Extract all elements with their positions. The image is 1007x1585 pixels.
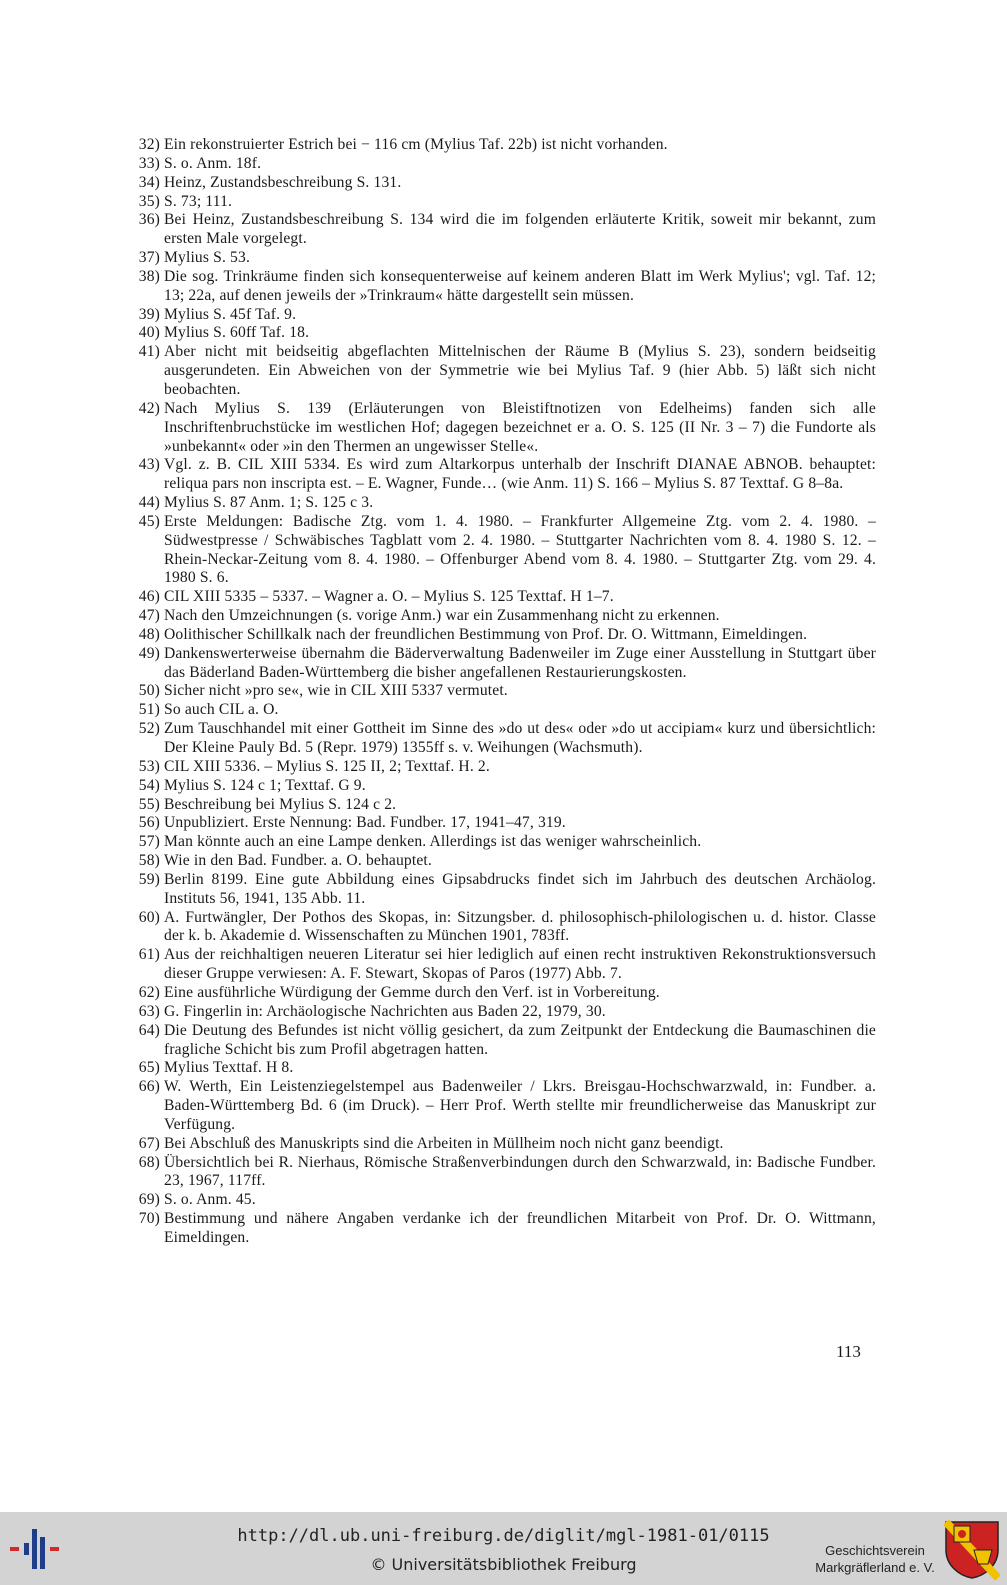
footnote-text: Nach den Umzeichnungen (s. vorige Anm.) war ein Zusammenhang nicht zu erkennen. bbox=[164, 607, 720, 625]
footnote-text: Zum Tauschhandel mit einer Gottheit im Sinne des »do ut des« oder »do ut accipiam« kurz und übersichtlich: Der Kleine Pauly Bd. 5 (Repr. 1979) 1355ff s. v. Weihungen (Wachsmuth). bbox=[164, 720, 876, 756]
footnote-text: Übersichtlich bei R. Nierhaus, Römische Straßenverbindungen durch den Schwarzwald, in: Badische Fundber. 23, 1967, 117ff. bbox=[164, 1153, 876, 1190]
footnote bbox=[124, 607, 876, 626]
footnote-text: A. Furtwängler, Der Pothos des Skopas, in: Sitzungsber. d. philosophisch-philologischen u. d. histor. Classe der k. b. Akademie d. Wissenschaften zu München 1901, 783ff. bbox=[164, 908, 876, 945]
footnote-text: Wie in den Bad. Fundber. a. O. behauptet. bbox=[164, 852, 432, 870]
footnote-text: Beschreibung bei Mylius S. 124 c 2. bbox=[164, 795, 397, 813]
footnotes-list bbox=[124, 136, 876, 1248]
footnote-number: 47) bbox=[138, 607, 160, 625]
footnote-number: 52) bbox=[138, 720, 160, 738]
footnote-text: Berlin 8199. Eine gute Abbildung eines Gipsabdrucks findet sich im Jahrbuch des deutschen Archäolog. Instituts 56, 1941, 135 Abb. 11. bbox=[164, 870, 876, 907]
footnote-text: Dankenswerterweise übernahm die Bäderverwaltung Badenweiler im Zuge einer Ausstellung in Stuttgart über das Bäderland Baden-Württemberg die bisher angefallenen Restaurierungskosten. bbox=[164, 644, 876, 681]
footnote-number: 48) bbox=[138, 625, 160, 643]
footnote bbox=[124, 1003, 876, 1022]
footnote-number: 50) bbox=[138, 682, 160, 700]
footnote-number: 44) bbox=[138, 494, 160, 512]
footnote bbox=[124, 852, 876, 871]
footnote-number: 34) bbox=[138, 173, 160, 191]
footnote bbox=[124, 833, 876, 852]
footnote bbox=[124, 306, 876, 325]
footnote-number: 56) bbox=[138, 814, 160, 832]
footnote-number: 49) bbox=[138, 644, 160, 662]
footnote bbox=[124, 155, 876, 174]
footnote-number: 64) bbox=[138, 1021, 160, 1039]
footnote-text: CIL XIII 5336. – Mylius S. 125 II, 2; Texttaf. H. 2. bbox=[164, 757, 490, 775]
footnote bbox=[124, 343, 876, 400]
footnote-text: Nach Mylius S. 139 (Erläuterungen von Bleistiftnotizen von Edelheims) fanden sich alle Inschriftenbruchstücke im westlichen Hof; dagegen bezeichnet er a. O. S. 125 (II Nr. 3 – 7) die Fundorte als »unbekannt« oder »in den Thermen an ungewisser Stelle«. bbox=[164, 399, 876, 455]
footnote-text: Mylius S. 53. bbox=[164, 249, 251, 267]
footnote bbox=[124, 909, 876, 947]
footnote-number: 35) bbox=[138, 192, 160, 210]
society-name bbox=[812, 1542, 938, 1576]
footnote-number: 61) bbox=[138, 946, 160, 964]
footnote-number: 53) bbox=[138, 757, 160, 775]
footnote-number: 43) bbox=[138, 456, 160, 474]
footnote-text: S. o. Anm. 45. bbox=[164, 1191, 256, 1209]
footnote-text: Mylius S. 60ff Taf. 18. bbox=[164, 324, 310, 342]
footnote-text: Heinz, Zustandsbeschreibung S. 131. bbox=[164, 173, 402, 191]
footnote-text: Oolithischer Schillkalk nach der freundlichen Bestimmung von Prof. Dr. O. Wittmann, Eimeldingen. bbox=[164, 625, 808, 643]
footnote-text: So auch CIL a. O. bbox=[164, 701, 279, 719]
footnote bbox=[124, 720, 876, 758]
footnote bbox=[124, 136, 876, 155]
footnote-text: CIL XIII 5335 – 5337. – Wagner a. O. – Mylius S. 125 Texttaf. H 1–7. bbox=[164, 588, 614, 606]
footnote bbox=[124, 814, 876, 833]
footnote bbox=[124, 1022, 876, 1060]
footnote bbox=[124, 588, 876, 607]
footnote-text: Die sog. Trinkräume finden sich konsequenterweise auf keinem anderen Blatt im Werk Mylius'; vgl. Taf. 12; 13; 22a, auf denen jeweils der »Trinkraum« hätte dargestellt sein müssen. bbox=[164, 267, 876, 304]
footnote bbox=[124, 249, 876, 268]
footnote-number: 54) bbox=[138, 776, 160, 794]
footnote bbox=[124, 645, 876, 683]
copyright-text: © Universitätsbibliothek Freiburg bbox=[370, 1555, 637, 1574]
footnote bbox=[124, 193, 876, 212]
coat-of-arms-icon[interactable] bbox=[944, 1520, 1000, 1580]
footnote-number: 33) bbox=[138, 154, 160, 172]
footnote-text: G. Fingerlin in: Archäologische Nachrichten aus Baden 22, 1979, 30. bbox=[164, 1002, 606, 1020]
footnote-text: Erste Meldungen: Badische Ztg. vom 1. 4. 1980. – Frankfurter Allgemeine Ztg. vom 2. 4. 1980. – Südwestpresse / Schwäbisches Tagblatt vom 2. 4. 1980. – Stuttgarter Nachrichten vom 8. 4. 1980 S. 12. – Rhein-Neckar-Zeitung vom 8. 4. 1980. – Offenburger Abend vom 8. 4. 1980. – Stuttgarter Ztg. vom 29. 4. 1980 S. 6. bbox=[164, 512, 876, 587]
footnote-text: Sicher nicht »pro se«, wie in CIL XIII 5337 vermutet. bbox=[164, 682, 508, 700]
footnote bbox=[124, 494, 876, 513]
footnote-number: 38) bbox=[138, 267, 160, 285]
footnote bbox=[124, 174, 876, 193]
footnote-number: 37) bbox=[138, 249, 160, 267]
document-url-link[interactable]: http://dl.ub.uni-freiburg.de/diglit/mgl-1981-01/0115 bbox=[237, 1526, 770, 1546]
footnote-text: W. Werth, Ein Leistenziegelstempel aus Badenweiler / Lkrs. Breisgau-Hochschwarzwald, in: Fundber. a. Baden-Württemberg Bd. 6 (im Druck). – Herr Prof. Werth stellte mir freundlicherweise das Manuskript zur Verfügung. bbox=[164, 1078, 876, 1133]
footnote-text: Aber nicht mit beidseitig abgeflachten Mittelnischen der Räume B (Mylius S. 23), sondern beidseitig ausgerundeten. Ein Abweichen von der Symmetrie wie bei Mylius Taf. 9 (hier Abb. 5) läßt sich nicht beobachten. bbox=[164, 343, 876, 398]
footnote-text: S. 73; 111. bbox=[164, 192, 233, 210]
footnote bbox=[124, 777, 876, 796]
footnote-number: 60) bbox=[138, 908, 160, 926]
footnote bbox=[124, 400, 876, 457]
footnote-number: 57) bbox=[138, 833, 160, 851]
footnote-number: 40) bbox=[138, 324, 160, 342]
footnote-number: 63) bbox=[138, 1002, 160, 1020]
footnote-text: Bestimmung und nähere Angaben verdanke ich der freundlichen Mitarbeit von Prof. Dr. O. Wittmann, Eimeldingen. bbox=[164, 1210, 876, 1246]
footnote-number: 36) bbox=[138, 211, 160, 229]
footnote bbox=[124, 682, 876, 701]
footnote-number: 59) bbox=[138, 870, 160, 888]
footnote-text: Mylius S. 45f Taf. 9. bbox=[164, 305, 297, 323]
footnote bbox=[124, 1135, 876, 1154]
footnote bbox=[124, 456, 876, 494]
society-line-1: Geschichtsverein bbox=[825, 1543, 925, 1558]
footnote-text: S. o. Anm. 18f. bbox=[164, 154, 262, 172]
footnote bbox=[124, 1154, 876, 1192]
footnote-number: 45) bbox=[138, 512, 160, 530]
viewer-footer bbox=[0, 1512, 1007, 1585]
footnote-text: Unpubliziert. Erste Nennung: Bad. Fundber. 17, 1941–47, 319. bbox=[164, 814, 566, 832]
footnote-number: 68) bbox=[138, 1153, 160, 1171]
footnote bbox=[124, 324, 876, 343]
footnote-text: Bei Abschluß des Manuskripts sind die Arbeiten in Müllheim noch nicht ganz beendigt. bbox=[164, 1134, 724, 1152]
footnote-number: 67) bbox=[138, 1134, 160, 1152]
footnote bbox=[124, 1078, 876, 1135]
footnote bbox=[124, 211, 876, 249]
footnote-number: 65) bbox=[138, 1059, 160, 1077]
footnote bbox=[124, 1191, 876, 1210]
footnote-number: 32) bbox=[138, 136, 160, 153]
footnote-text: Mylius S. 124 c 1; Texttaf. G 9. bbox=[164, 776, 366, 794]
footnote-number: 42) bbox=[138, 399, 160, 417]
footnote bbox=[124, 701, 876, 720]
footnote-number: 46) bbox=[138, 588, 160, 606]
footnote bbox=[124, 513, 876, 588]
footnote-number: 66) bbox=[138, 1078, 160, 1096]
footnote-text: Ein rekonstruierter Estrich bei − 116 cm (Mylius Taf. 22b) ist nicht vorhanden. bbox=[164, 136, 668, 153]
footnote bbox=[124, 1059, 876, 1078]
footnote-text: Die Deutung des Befundes ist nicht völlig gesichert, da zum Zeitpunkt der Entdeckung die Baumaschinen die fragliche Schicht bis zum Profil abgetragen hatten. bbox=[164, 1021, 876, 1058]
footnote-number: 62) bbox=[138, 983, 160, 1001]
footnote-number: 58) bbox=[138, 852, 160, 870]
footnote-text: Mylius S. 87 Anm. 1; S. 125 c 3. bbox=[164, 494, 374, 512]
footnote-number: 69) bbox=[138, 1191, 160, 1209]
footnote-text: Vgl. z. B. CIL XIII 5334. Es wird zum Altarkorpus unterhalb der Inschrift DIANAE ABNOB. behauptet: reliqua pars non inscripta est. – E. Wagner, Funde… (wie Anm. 11) S. 166 – Mylius S. 87 Texttaf. G 8–8a. bbox=[164, 456, 876, 493]
footnote-text: Mylius Texttaf. H 8. bbox=[164, 1059, 294, 1077]
footnote bbox=[124, 268, 876, 306]
footnote bbox=[124, 758, 876, 777]
footnote-text: Eine ausführliche Würdigung der Gemme durch den Verf. ist in Vorbereitung. bbox=[164, 983, 660, 1001]
footnote bbox=[124, 946, 876, 984]
footnote-text: Bei Heinz, Zustandsbeschreibung S. 134 wird die im folgenden erläuterte Kritik, soweit mir bekannt, zum ersten Male vorgelegt. bbox=[164, 211, 876, 248]
society-line-2: Markgräflerland e. V. bbox=[815, 1560, 935, 1575]
footnote-number: 51) bbox=[138, 701, 160, 719]
footnote bbox=[124, 984, 876, 1003]
footnote bbox=[124, 626, 876, 645]
footnote-number: 55) bbox=[138, 795, 160, 813]
footnote bbox=[124, 871, 876, 909]
page-number: 113 bbox=[836, 1342, 861, 1361]
footnote-text: Man könnte auch an eine Lampe denken. Allerdings ist das weniger wahrscheinlich. bbox=[164, 833, 702, 851]
footnote-number: 41) bbox=[138, 343, 160, 361]
footnote-number: 39) bbox=[138, 305, 160, 323]
footnote-text: Aus der reichhaltigen neueren Literatur sei hier lediglich auf einen recht instruktiven Rekonstruktionsversuch dieser Gruppe verwiesen: A. F. Stewart, Skopas of Paros (1977) Abb. 7. bbox=[164, 946, 876, 983]
footnote-number: 70) bbox=[138, 1210, 160, 1228]
footnote bbox=[124, 1210, 876, 1248]
footnote bbox=[124, 796, 876, 815]
